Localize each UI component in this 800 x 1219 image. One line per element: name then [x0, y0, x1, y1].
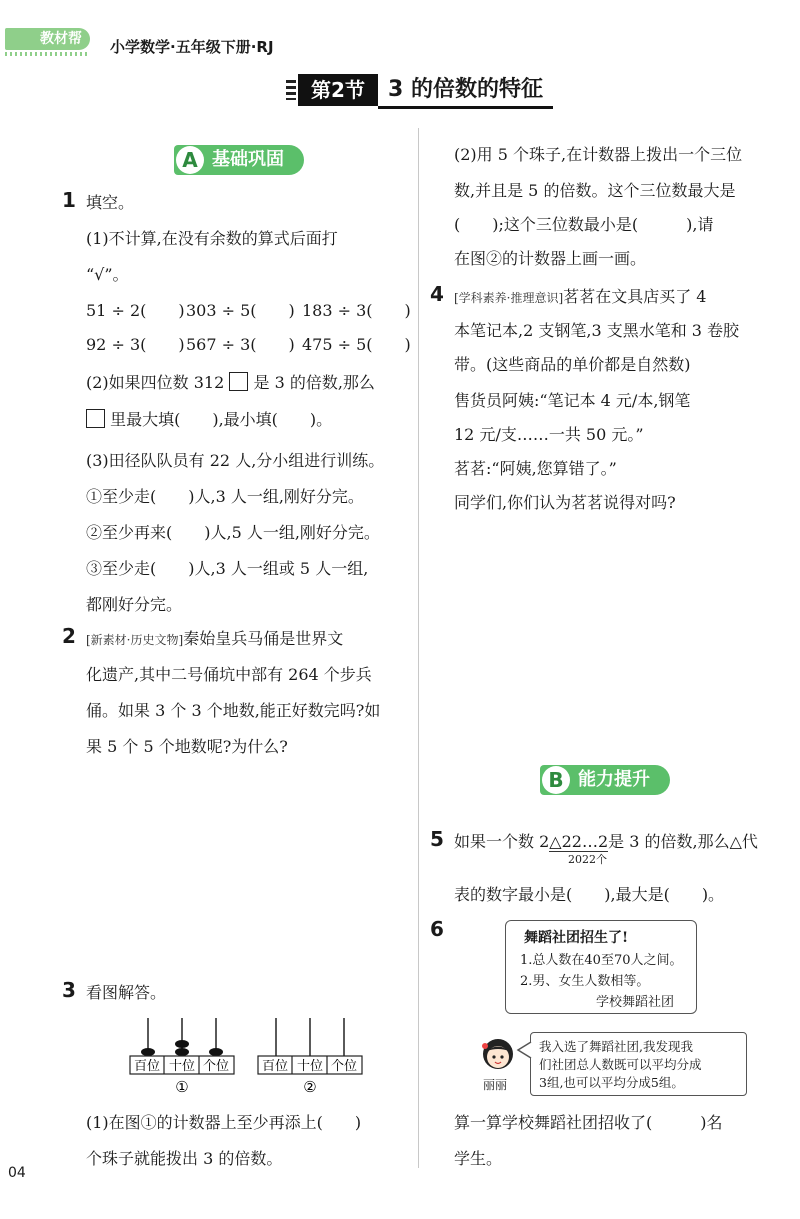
- tag-dotted-decoration: [5, 52, 90, 56]
- part-a-label: 基础巩固: [212, 149, 284, 170]
- q5-brace-label: 2022个: [568, 853, 607, 866]
- page-number: 04: [8, 1165, 26, 1181]
- q5-line2: 表的数字最小是( ),最大是( )。: [454, 885, 725, 904]
- q2-line4: 果 5 个 5 个地数呢?为什么?: [86, 737, 288, 756]
- q2-tag: [新素材·历史文物]: [86, 633, 184, 647]
- q1-expr-6: 475 ÷ 5( ): [302, 335, 411, 354]
- q1-part2-a: (2)如果四位数 312: [86, 373, 225, 392]
- q1-part2-line1: [86, 370, 375, 393]
- speech-line2: 们社团总人数既可以平均分成: [539, 1057, 702, 1072]
- q4-line3: 带。(这些商品的单价都是自然数): [454, 355, 691, 374]
- speech-line1: 我入选了舞蹈社团,我发现我: [539, 1039, 693, 1054]
- q1-expr-4: 92 ÷ 3( ): [86, 335, 185, 354]
- q3-part2-line2: 数,并且是 5 的倍数。这个三位数最大是: [454, 181, 736, 200]
- q4-line1-text: 茗茗在文具店买了 4: [563, 287, 707, 306]
- q1-part1-line1: (1)不计算,在没有余数的算式后面打: [86, 229, 338, 248]
- q1-part2-line2: [86, 407, 332, 430]
- girl-avatar: [475, 1034, 521, 1076]
- q3-part2-line1: (2)用 5 个珠子,在计数器上拨出一个三位: [454, 145, 743, 164]
- q1-title: 填空。: [86, 193, 135, 212]
- part-a-letter: A: [176, 146, 204, 174]
- q4-line6: 茗茗:“阿姨,您算错了。”: [454, 459, 617, 478]
- q2-line3: 俑。如果 3 个 3 个地数,能正好数完吗?如: [86, 701, 381, 720]
- q3-title: 看图解答。: [86, 983, 167, 1002]
- q5-line1: [454, 829, 758, 852]
- abacus2-label-tens: 十位: [296, 1059, 324, 1074]
- answer-box[interactable]: [229, 372, 248, 391]
- notice-signature: 学校舞蹈社团: [596, 995, 675, 1010]
- q1-expr-3: 183 ÷ 3( ): [302, 301, 411, 320]
- notice-line1: 1.总人数在40至70人之间。: [520, 953, 683, 968]
- q1-expr-5: 567 ÷ 3( ): [186, 335, 295, 354]
- abacus2-label-ones: 个位: [330, 1059, 358, 1074]
- q5-line1-a: 如果一个数 2: [454, 832, 550, 851]
- q3-part2-line3: ( );这个三位数最小是( ),请: [454, 215, 714, 234]
- q5-line1-b: 是 3 的倍数,那么△代: [608, 832, 758, 851]
- section-bars-decoration: [286, 80, 296, 100]
- q1-part3-2: ②至少再来( )人,5 人一组,刚好分完。: [86, 523, 380, 542]
- part-b-label: 能力提升: [578, 769, 650, 790]
- q1-part2-b: 是 3 的倍数,那么: [253, 373, 375, 392]
- q4-number: 4: [430, 282, 444, 306]
- part-b-heading: [540, 765, 670, 795]
- q4-line5: 12 元/支……一共 50 元。”: [454, 425, 644, 444]
- part-a-heading: [174, 145, 304, 175]
- speech-pointer: [516, 1040, 532, 1060]
- q1-number: 1: [62, 188, 76, 212]
- notice-title: 舞蹈社团招生了!: [524, 930, 629, 946]
- q4-line2: 本笔记本,2 支钢笔,3 支黑水笔和 3 卷胶: [454, 321, 740, 340]
- section-badge: 第2节: [298, 74, 378, 106]
- q1-part2-c: 里最大填( ),最小填( )。: [110, 410, 333, 429]
- q4-line7: 同学们,你们认为茗茗说得对吗?: [454, 493, 676, 512]
- q6-question-line1: 算一算学校舞蹈社团招收了( )名: [454, 1113, 723, 1132]
- q2-line1-text: 秦始皇兵马俑是世界文: [183, 629, 344, 648]
- book-tag: 教材帮: [5, 28, 90, 50]
- abacus-bead: [175, 1040, 189, 1048]
- abacus2-label-hundreds: 百位: [261, 1059, 289, 1074]
- q1-part3-4: 都刚好分完。: [86, 595, 183, 614]
- speech-line3: 3组,也可以平均分成5组。: [539, 1075, 684, 1090]
- q1-expr-1: 51 ÷ 2( ): [86, 301, 185, 320]
- book-title: 小学数学·五年级下册·RJ: [110, 38, 274, 56]
- q6-number: 6: [430, 917, 444, 941]
- abacus1-label-hundreds: 百位: [133, 1059, 161, 1074]
- abacus1-label-ones: 个位: [202, 1059, 230, 1074]
- q2-line1: [86, 626, 343, 649]
- q3-number: 3: [62, 978, 76, 1002]
- q4-line1: [454, 284, 706, 307]
- speech-bubble: [530, 1032, 747, 1096]
- abacus-2[interactable]: [258, 1018, 362, 1096]
- q1-part3-1: ①至少走( )人,3 人一组,刚好分完。: [86, 487, 364, 506]
- answer-box[interactable]: [86, 409, 105, 428]
- q3-part2-line4: 在图②的计数器上画一画。: [454, 249, 647, 268]
- q1-part3-3: ③至少走( )人,3 人一组或 5 人一组,: [86, 559, 369, 578]
- figure-2-label: ②: [303, 1078, 317, 1096]
- q4-tag: [学科素养·推理意识]: [454, 291, 564, 305]
- q1-expr-2: 303 ÷ 5( ): [186, 301, 295, 320]
- abacus-figures: [120, 1012, 380, 1098]
- abacus-bead: [209, 1048, 223, 1056]
- column-divider: [418, 128, 419, 1168]
- part-b-letter: B: [542, 766, 570, 794]
- q5-expr: △22…2: [549, 832, 609, 851]
- q5-number: 5: [430, 827, 444, 851]
- q3-part1-line1: (1)在图①的计数器上至少再添上( ): [86, 1113, 362, 1132]
- section-title: 3 的倍数的特征: [378, 74, 553, 109]
- q6-question-line2: 学生。: [454, 1149, 503, 1168]
- girl-name: 丽丽: [483, 1078, 508, 1092]
- q3-part1-line2: 个珠子就能拨出 3 的倍数。: [86, 1149, 283, 1168]
- q2-number: 2: [62, 624, 76, 648]
- q1-part3: (3)田径队队员有 22 人,分小组进行训练。: [86, 451, 385, 470]
- q4-line4: 售货员阿姨:“笔记本 4 元/本,钢笔: [454, 391, 691, 410]
- recruitment-notice: [505, 920, 697, 1014]
- abacus-bead: [141, 1048, 155, 1056]
- figure-1-label: ①: [175, 1078, 189, 1096]
- q2-line2: 化遗产,其中二号俑坑中部有 264 个步兵: [86, 665, 372, 684]
- abacus-1: [130, 1018, 234, 1096]
- abacus-bead: [175, 1048, 189, 1056]
- q1-part1-line2: “√”。: [86, 265, 129, 284]
- abacus1-label-tens: 十位: [168, 1059, 196, 1074]
- notice-line2: 2.男、女生人数相等。: [520, 974, 650, 989]
